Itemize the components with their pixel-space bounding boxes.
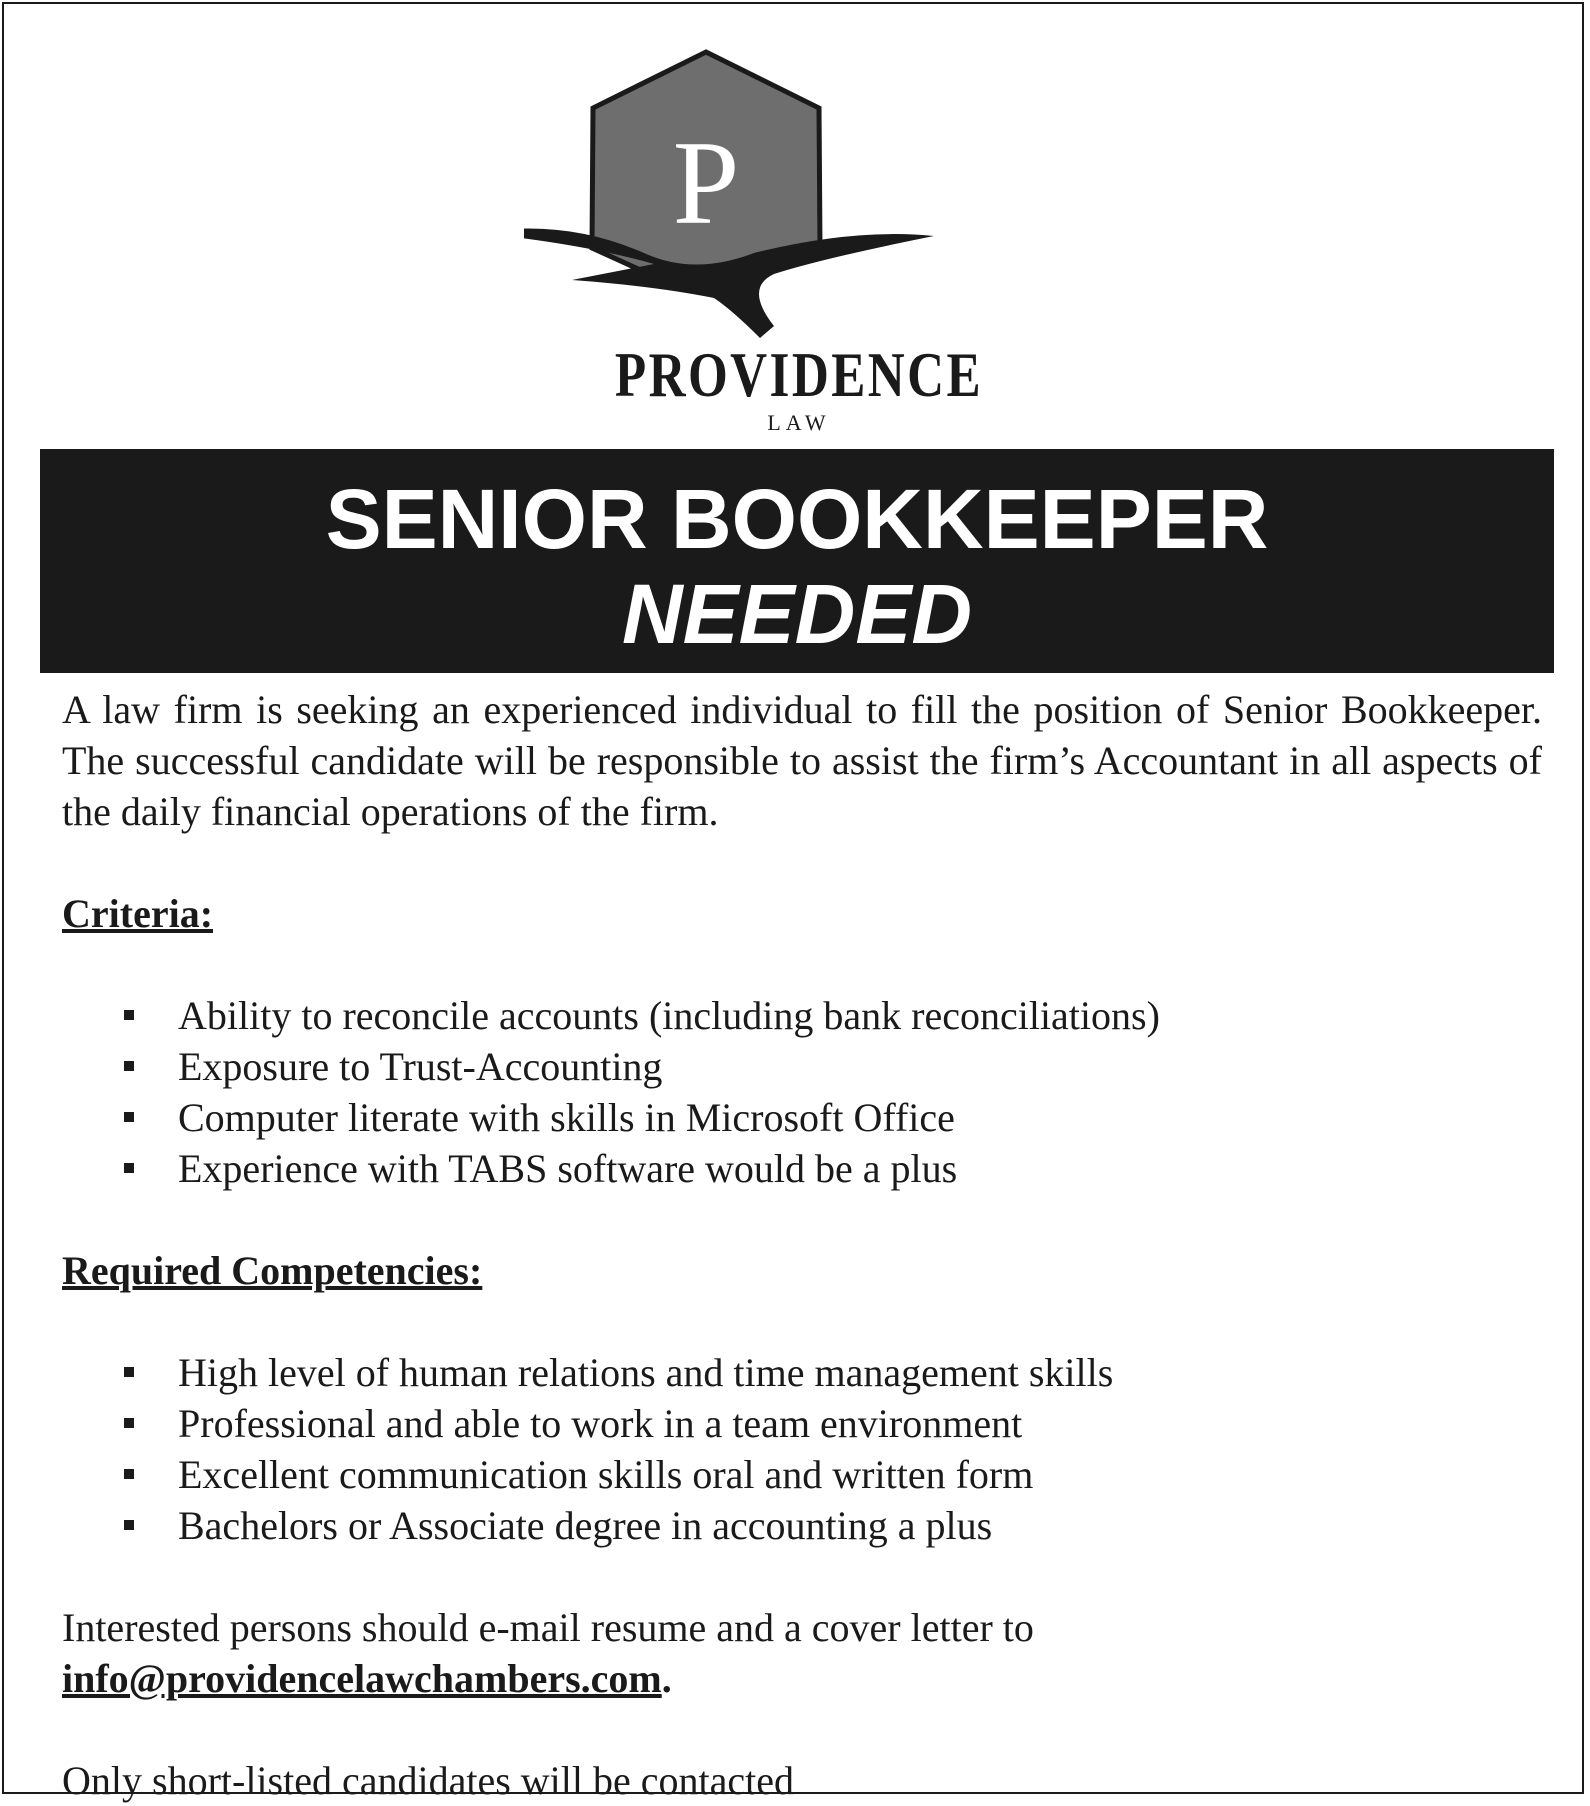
intro-paragraph: A law firm is seeking an experienced individual to fill the position of Senior Bookkeeper. The successful candidate will be responsible to assist the firm’s Accountant in all aspects of the daily financial operations of the firm. xyxy=(62,687,1542,834)
contact-period: . xyxy=(661,1656,672,1701)
list-item xyxy=(62,1449,1542,1500)
banner-subtitle: NEEDED xyxy=(621,567,973,661)
job-description xyxy=(62,684,1542,1806)
list-item-text: High level of human relations and time management skills xyxy=(178,1350,1114,1395)
criteria-heading: Criteria: xyxy=(62,891,214,936)
list-item xyxy=(62,1347,1542,1398)
logo-brand-sub: LAW xyxy=(767,410,831,435)
list-item-text: Computer literate with skills in Microsoft Office xyxy=(178,1095,955,1140)
competencies-list xyxy=(62,1347,1542,1551)
banner-title: SENIOR BOOKKEEPER xyxy=(325,472,1269,566)
logo-letter: P xyxy=(672,116,740,249)
bullet-icon xyxy=(124,1367,134,1377)
list-item-text: Professional and able to work in a team environment xyxy=(178,1401,1023,1446)
bullet-icon xyxy=(124,1520,134,1530)
page-frame xyxy=(2,2,1584,1803)
contact-text: Interested persons should e-mail resume and a cover letter to xyxy=(62,1605,1034,1650)
list-item-text: Exposure to Trust-Accounting xyxy=(178,1044,663,1089)
contact-line xyxy=(62,1602,1542,1704)
bullet-icon xyxy=(124,1010,134,1020)
bullet-icon xyxy=(124,1112,134,1122)
list-item xyxy=(62,1041,1542,1092)
competencies-heading: Required Competencies: xyxy=(62,1248,483,1293)
shield-eagle-icon xyxy=(524,48,1074,348)
list-item-text: Bachelors or Associate degree in accounting a plus xyxy=(178,1503,993,1548)
list-item xyxy=(62,1092,1542,1143)
list-item xyxy=(62,990,1542,1041)
title-banner xyxy=(40,449,1554,673)
closing-note: Only short-listed candidates will be contacted xyxy=(62,1758,795,1803)
bullet-icon xyxy=(124,1418,134,1428)
list-item-text: Experience with TABS software would be a plus xyxy=(178,1146,958,1191)
logo-brand-name: PROVIDENCE xyxy=(614,339,984,410)
email-link[interactable]: info@providencelawchambers.com xyxy=(62,1656,662,1701)
bullet-icon xyxy=(124,1469,134,1479)
list-item xyxy=(62,1143,1542,1194)
providence-law-logo xyxy=(524,48,1074,448)
list-item xyxy=(62,1500,1542,1551)
list-item-text: Excellent communication skills oral and written form xyxy=(178,1452,1034,1497)
criteria-list xyxy=(62,990,1542,1194)
bullet-icon xyxy=(124,1163,134,1173)
list-item-text: Ability to reconcile accounts (including bank reconciliations) xyxy=(178,993,1160,1038)
bullet-icon xyxy=(124,1061,134,1071)
list-item xyxy=(62,1398,1542,1449)
